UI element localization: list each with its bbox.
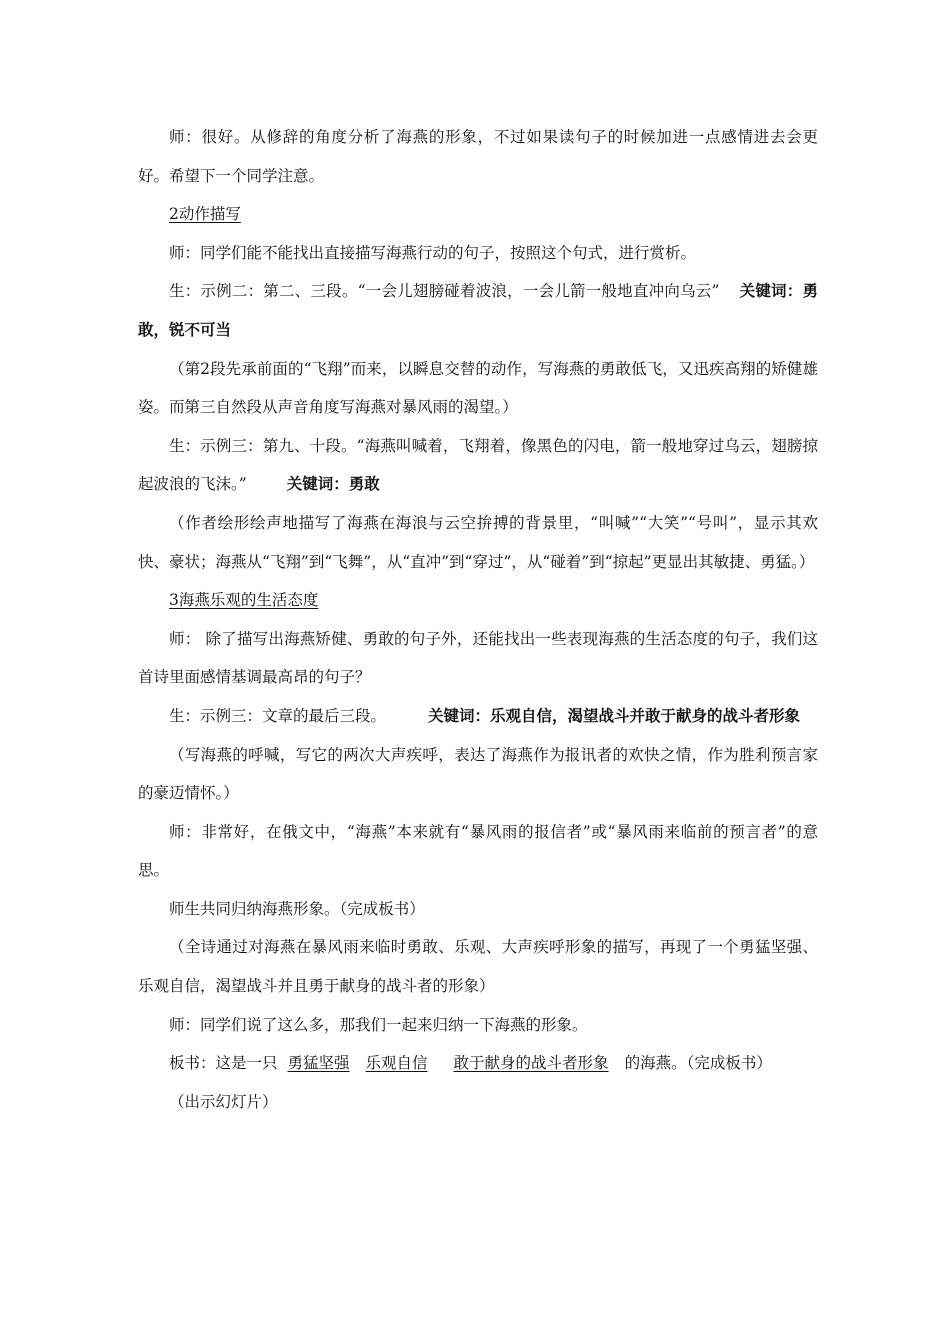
paragraph: 师：同学们能不能找出直接描写海燕行动的句子，按照这个句式，进行赏析。 (169, 243, 697, 262)
paragraph: 师生共同归纳海燕形象。（完成板书） (169, 899, 425, 918)
paragraph: 师：很好。从修辞的角度分析了海燕的形象，不过如果读句子的时候加进一点感情进去会更好。希望下一个同学注意。 (138, 128, 818, 185)
paragraph: 师：同学们说了这么多，那我们一起来归纳一下海燕的形象。 (169, 1015, 588, 1034)
board-summary: 板书：这是一只 勇猛坚强 乐观自信 敢于献身的战斗者形象 的海燕。（完成板书） (169, 1054, 772, 1073)
section-heading-2: 2动作描写 (169, 205, 241, 224)
board-term: 勇猛坚强 乐观自信 敢于献身的战斗者形象 (287, 1054, 609, 1073)
paragraph-example-2: 生：示例二：第二、三段。“一会儿翅膀碰着波浪，一会儿箭一般地直冲向乌云” 关键词：勇敢，锐不可当 (138, 282, 818, 339)
paragraph: （出示幻灯片） (169, 1092, 278, 1111)
paragraph: 师：非常好，在俄文中，“海燕”本来就有“暴风雨的报信者”或“暴风雨来临前的预言者”的意思。 (138, 822, 818, 880)
paragraph: 师： 除了描写出海燕矫健、勇敢的句子外，还能找出一些表现海燕的生活态度的句子，我们这首诗里面感情基调最高昂的句子？ (138, 629, 818, 687)
keyword-label: 关键词：乐观自信，渴望战斗并敢于献身的战斗者形象 (428, 706, 801, 725)
paragraph-note: （写海燕的呼喊，写它的两次大声疾呼，表达了海燕作为报讯者的欢快之情，作为胜利预言家的豪迈情怀。） (138, 745, 818, 803)
paragraph-example-3: 生：示例三：第九、十段。“海燕叫喊着，飞翔着，像黑色的闪电，箭一般地穿过乌云，翅膀掠起波浪的飞沫。” 关键词：勇敢 (138, 436, 818, 494)
keyword-label: 关键词：勇敢，锐不可当 (138, 282, 818, 339)
document-body (138, 118, 818, 1121)
keyword-label: 关键词：勇敢 (286, 475, 380, 494)
paragraph-note: （作者绘形绘声地描写了海燕在海浪与云空拚搏的背景里，“叫喊”“大笑”“号叫”，显示其欢快、豪状；海燕从“飞翔”到“飞舞”，从“直冲”到“穿过”，从“碰着”到“掠起”更显出其敏捷、勇猛。） (138, 513, 818, 571)
paragraph-note: （第2段先承前面的“飞翔”而来，以瞬息交替的动作，写海燕的勇敢低飞，又迅疾高翔的矫健雄姿。而第三自然段从声音角度写海燕对暴风雨的渴望。） (138, 359, 818, 417)
paragraph-example-3b: 生：示例三：文章的最后三段。 关键词：乐观自信，渴望战斗并敢于献身的战斗者形象 (169, 706, 801, 725)
paragraph-note: （全诗通过对海燕在暴风雨来临时勇敢、乐观、大声疾呼形象的描写，再现了一个勇猛坚强、乐观自信，渴望战斗并且勇于献身的战斗者的形象） (138, 938, 818, 996)
section-heading-3: 3海燕乐观的生活态度 (169, 591, 319, 610)
